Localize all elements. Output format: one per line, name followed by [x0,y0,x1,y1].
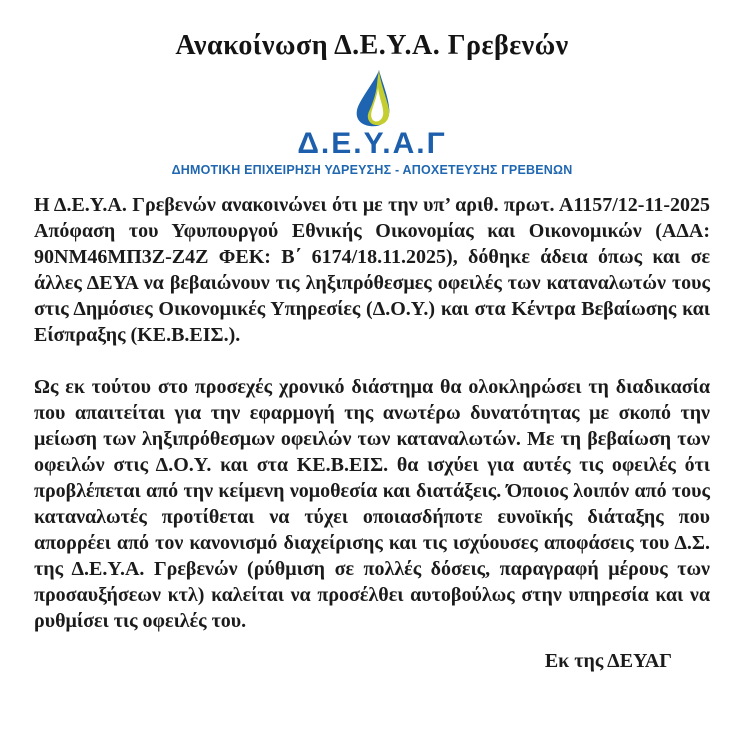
body-paragraph-2: Ως εκ τούτου στο προσεχές χρονικό διάστημα θα ολοκληρώσει τη διαδικασία που απαιτείται για την εφαρμογή της ανωτέρω δυνατότητας με σκοπό την μείωση των ληξιπρόθεσμων οφειλών των καταναλωτών. Με τη βεβαίωση των οφειλών στις Δ.Ο.Υ. και στα ΚΕ.Β.ΕΙΣ. θα ισχύει για αυτές τις οφειλές ότι προβλέπεται από την κείμενη νομοθεσία και διατάξεις. Όποιος λοιπόν από τους καταναλωτές προτίθεται να τύχει οποιασδήποτε ευνοϊκής διάταξης που απορρέει από τον κανονισμό διαχείρισης και τις ισχύουσες αποφάσεις του Δ.Σ. της Δ.Ε.Υ.Α. Γρεβενών (ρύθμιση σε πολλές δόσεις, παραγραφή μέρους των προσαυξήσεων κτλ) καλείται να προσέλθει αυτοβούλως στην υπηρεσία και να ρυθμίσει τις οφειλές του. [34,375,710,632]
signature: Εκ της ΔΕΥΑΓ [544,649,672,672]
logo-subtitle: ΔΗΜΟΤΙΚΗ ΕΠΙΧΕΙΡΗΣΗ ΥΔΡΕΥΣΗΣ - ΑΠΟΧΕΤΕΥΣΗΣ ΓΡΕΒΕΝΩΝ [171,162,573,177]
deyag-logo [0,69,744,177]
logo-acronym: Δ.Ε.Υ.Α.Γ [297,127,447,160]
body-paragraph-1: Η Δ.Ε.Υ.Α. Γρεβενών ανακοινώνει ότι με την υπ’ αριθ. πρωτ. Α1157/12-11-2025 Απόφαση του Υφυπουργού Εθνικής Οικονομίας και Οικονομικών (ΑΔΑ: 90ΝΜ46ΜΠ3Ζ-Ζ4Ζ ΦΕΚ: Β΄ 6174/18.11.2025), δόθηκε άδεια όπως και σε άλλες ΔΕΥΑ να βεβαιώνουν τις ληξιπρόθεσμες οφειλές των καταναλωτών τους στις Δημόσιες Οικονομικές Υπηρεσίες (Δ.Ο.Υ.) και στα Κέντρα Βεβαίωσης και Είσπραξης (ΚΕ.Β.ΕΙΣ.). [34,193,710,346]
announcement-body [0,192,744,673]
water-drop-icon [351,69,393,127]
page-title: Ανακοίνωση Δ.Ε.Υ.Α. Γρεβενών [175,30,569,61]
